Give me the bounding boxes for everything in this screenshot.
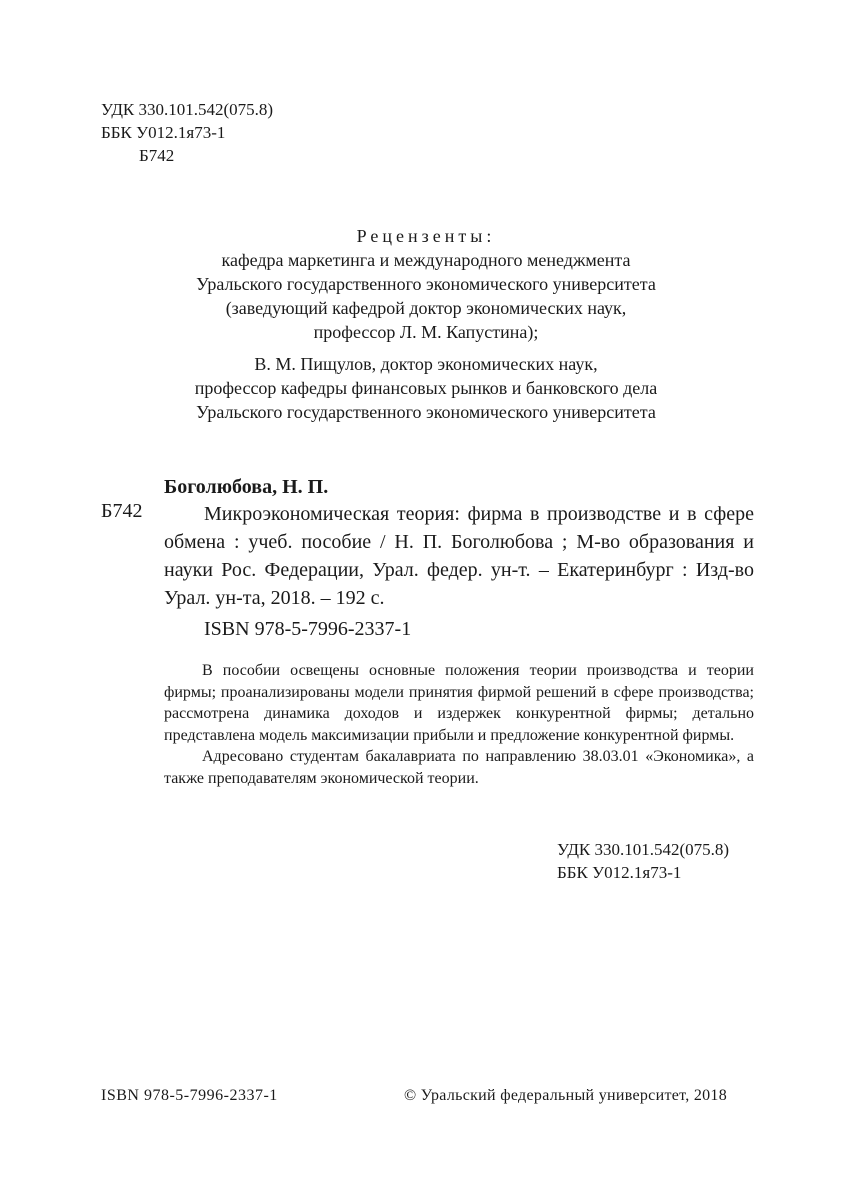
bbk-code: ББК У012.1я73-1 [101,123,226,142]
reviewer-gap [100,344,752,352]
reviewer-line: профессор Л. М. Капустина); [313,322,539,342]
reviewer-line: В. М. Пищулов, доктор экономических наук, [254,354,598,374]
reviewers-block [100,224,752,424]
reviewer-line: профессор кафедры финансовых рынков и банковского дела [194,378,658,398]
reviewer-line: Уральского государственного экономического университета [196,274,656,294]
annotation-paragraph: Адресовано студентам бакалавриата по направлению 38.03.01 «Экономика», а также преподавателям экономической теории. [164,748,754,787]
reviewer-line: Уральского государственного экономического университета [196,402,656,422]
record-author: Боголюбова, Н. П. [164,476,329,498]
bibliographic-description [164,500,754,612]
bottom-classification-codes [557,838,729,884]
udk-code: УДК 330.101.542(075.8) [101,100,274,119]
reviewer-line: (заведующий кафедрой доктор экономических наук, [225,298,627,318]
footer-copyright: © Уральский федеральный университет, 2018 [404,1087,728,1104]
reviewer-line: кафедра маркетинга и международного менеджмента [221,250,631,270]
annotation [164,660,754,789]
bibliographic-text: Микроэкономическая теория: фирма в производстве и в сфере обмена : учеб. пособие / Н. П. Боголюбова ; М-во образования и науки Рос. Федерации, Урал. федер. ун-т. – Екатеринбург : Изд-во Урал. ун-та, 2018. – 192 с. [164,503,754,609]
top-classification-codes [101,98,273,167]
record-isbn: ISBN 978-5-7996-2337-1 [204,618,412,640]
footer-isbn: ISBN 978-5-7996-2337-1 [101,1087,278,1104]
author-mark-code: Б742 [139,146,175,165]
udk-code: УДК 330.101.542(075.8) [557,840,730,859]
record-author-mark: Б742 [101,500,143,522]
reviewers-heading: Рецензенты: [356,226,496,246]
bbk-code: ББК У012.1я73-1 [557,863,682,882]
annotation-paragraph: В пособии освещены основные положения теории производства и теории фирмы; проанализированы модели принятия фирмой решений в сфере производства; рассмотрена динамика доходов и издержек конкурентной фирмы; детально представлена модель максимизации прибыли и предложение конкурентной фирмы. [164,662,754,744]
